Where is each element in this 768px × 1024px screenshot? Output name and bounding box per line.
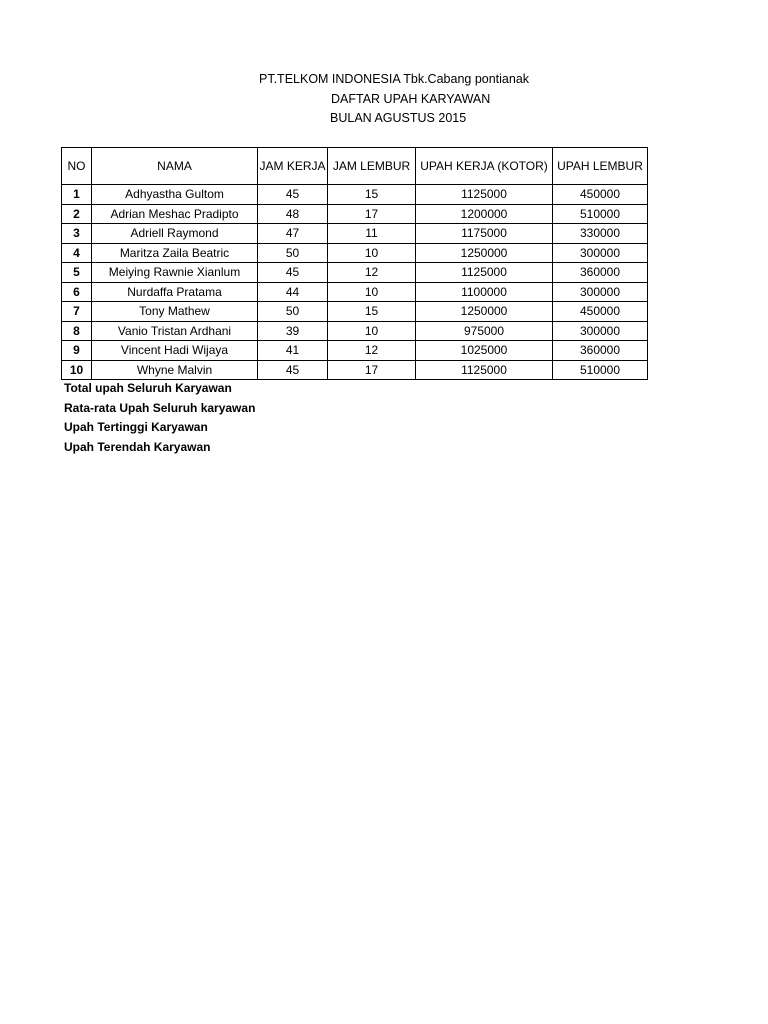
cell-no: 6 xyxy=(62,282,92,302)
cell-nama: Vanio Tristan Ardhani xyxy=(92,321,258,341)
cell-nama: Adriell Raymond xyxy=(92,224,258,244)
summary-total-label: Total upah Seluruh Karyawan xyxy=(64,381,232,395)
cell-nama: Adhyastha Gultom xyxy=(92,185,258,205)
cell-no: 2 xyxy=(62,204,92,224)
cell-nama: Tony Mathew xyxy=(92,302,258,322)
cell-upah-lembur: 330000 xyxy=(553,224,648,244)
table-row xyxy=(62,204,648,224)
cell-jam-kerja: 41 xyxy=(258,341,328,361)
summary-section xyxy=(64,379,255,457)
cell-no: 10 xyxy=(62,360,92,380)
cell-upah-lembur: 450000 xyxy=(553,185,648,205)
cell-no: 8 xyxy=(62,321,92,341)
cell-no: 5 xyxy=(62,263,92,283)
cell-jam-kerja: 45 xyxy=(258,263,328,283)
table-row xyxy=(62,341,648,361)
table-row xyxy=(62,263,648,283)
cell-jam-kerja: 50 xyxy=(258,243,328,263)
summary-highest-label: Upah Tertinggi Karyawan xyxy=(64,420,208,434)
cell-upah-lembur: 510000 xyxy=(553,204,648,224)
cell-upah-lembur: 300000 xyxy=(553,243,648,263)
cell-jam-lembur: 10 xyxy=(328,243,416,263)
company-name: PT.TELKOM INDONESIA Tbk.Cabang pontianak xyxy=(259,72,530,86)
cell-nama: Nurdaffa Pratama xyxy=(92,282,258,302)
cell-upah-lembur: 360000 xyxy=(553,263,648,283)
cell-no: 3 xyxy=(62,224,92,244)
cell-jam-lembur: 12 xyxy=(328,341,416,361)
cell-upah-kerja: 1250000 xyxy=(416,302,553,322)
cell-upah-kerja: 1100000 xyxy=(416,282,553,302)
cell-no: 7 xyxy=(62,302,92,322)
cell-upah-kerja: 1250000 xyxy=(416,243,553,263)
column-header-upah-kerja: UPAH KERJA (KOTOR) xyxy=(416,148,553,185)
summary-lowest-label: Upah Terendah Karyawan xyxy=(64,439,211,454)
cell-upah-kerja: 1175000 xyxy=(416,224,553,244)
column-header-no: NO xyxy=(62,148,92,185)
table-row xyxy=(62,302,648,322)
cell-upah-kerja: 1200000 xyxy=(416,204,553,224)
cell-jam-kerja: 39 xyxy=(258,321,328,341)
cell-jam-kerja: 47 xyxy=(258,224,328,244)
cell-upah-kerja: 1125000 xyxy=(416,360,553,380)
table-row xyxy=(62,224,648,244)
cell-upah-lembur: 510000 xyxy=(553,360,648,380)
cell-jam-kerja: 45 xyxy=(258,360,328,380)
cell-jam-lembur: 15 xyxy=(328,185,416,205)
cell-nama: Adrian Meshac Pradipto xyxy=(92,204,258,224)
table-row xyxy=(62,321,648,341)
table-row xyxy=(62,360,648,380)
cell-no: 1 xyxy=(62,185,92,205)
cell-upah-kerja: 1025000 xyxy=(416,341,553,361)
column-header-jam-lembur: JAM LEMBUR xyxy=(328,148,416,185)
table-body xyxy=(62,185,648,380)
table-row xyxy=(62,282,648,302)
cell-jam-lembur: 17 xyxy=(328,360,416,380)
column-header-upah-lembur: UPAH LEMBUR xyxy=(553,148,648,185)
cell-no: 4 xyxy=(62,243,92,263)
cell-jam-kerja: 44 xyxy=(258,282,328,302)
column-header-jam-kerja: JAM KERJA xyxy=(258,148,328,185)
document-header xyxy=(0,0,768,140)
table-row xyxy=(62,243,648,263)
cell-jam-kerja: 48 xyxy=(258,204,328,224)
cell-upah-lembur: 300000 xyxy=(553,321,648,341)
cell-jam-kerja: 45 xyxy=(258,185,328,205)
wage-table xyxy=(61,147,648,380)
cell-upah-kerja: 1125000 xyxy=(416,185,553,205)
table-header-row xyxy=(62,148,648,185)
cell-jam-lembur: 12 xyxy=(328,263,416,283)
document-title: DAFTAR UPAH KARYAWAN xyxy=(331,92,491,106)
table-row xyxy=(62,185,648,205)
column-header-nama: NAMA xyxy=(92,148,258,185)
cell-nama: Whyne Malvin xyxy=(92,360,258,380)
cell-upah-lembur: 450000 xyxy=(553,302,648,322)
cell-jam-lembur: 10 xyxy=(328,282,416,302)
cell-jam-lembur: 11 xyxy=(328,224,416,244)
document-period: BULAN AGUSTUS 2015 xyxy=(330,111,467,125)
cell-no: 9 xyxy=(62,341,92,361)
cell-jam-lembur: 10 xyxy=(328,321,416,341)
summary-average-label: Rata-rata Upah Seluruh karyawan xyxy=(64,400,256,415)
cell-upah-lembur: 300000 xyxy=(553,282,648,302)
cell-upah-kerja: 975000 xyxy=(416,321,553,341)
cell-nama: Vincent Hadi Wijaya xyxy=(92,341,258,361)
cell-jam-lembur: 15 xyxy=(328,302,416,322)
cell-nama: Meiying Rawnie Xianlum xyxy=(92,263,258,283)
cell-jam-kerja: 50 xyxy=(258,302,328,322)
cell-jam-lembur: 17 xyxy=(328,204,416,224)
cell-upah-lembur: 360000 xyxy=(553,341,648,361)
cell-upah-kerja: 1125000 xyxy=(416,263,553,283)
cell-nama: Maritza Zaila Beatric xyxy=(92,243,258,263)
